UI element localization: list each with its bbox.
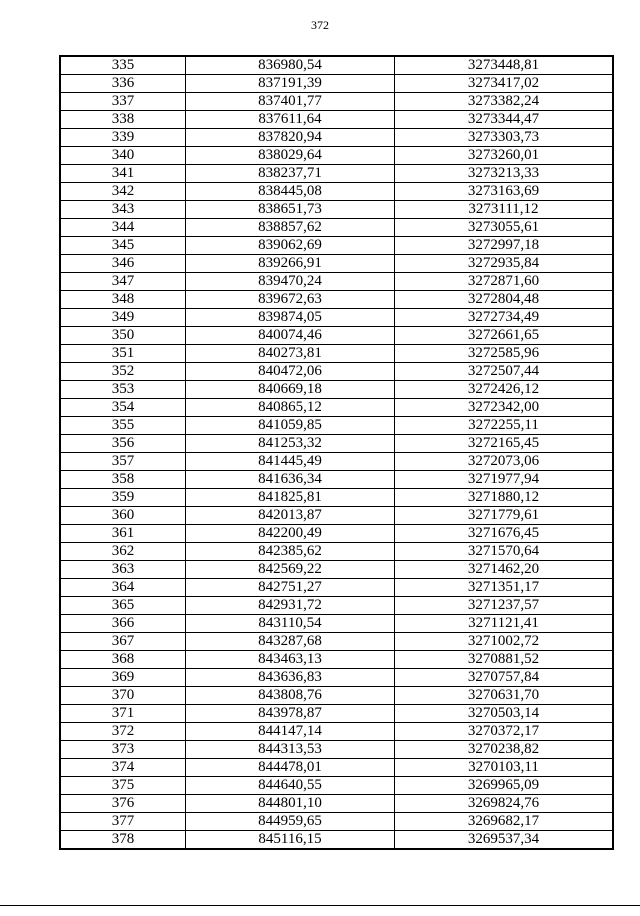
y-coordinate-cell: 3271002,72 bbox=[395, 633, 614, 651]
y-coordinate-cell: 3271237,57 bbox=[395, 597, 614, 615]
x-coordinate-cell: 844959,65 bbox=[186, 813, 395, 831]
y-coordinate-cell: 3269824,76 bbox=[395, 795, 614, 813]
y-coordinate-cell: 3272871,60 bbox=[395, 273, 614, 291]
point-number-cell: 366 bbox=[60, 615, 186, 633]
table-row bbox=[60, 363, 613, 381]
y-coordinate-cell: 3271977,94 bbox=[395, 471, 614, 489]
x-coordinate-cell: 842200,49 bbox=[186, 525, 395, 543]
table-row bbox=[60, 201, 613, 219]
point-number-cell: 339 bbox=[60, 129, 186, 147]
x-coordinate-cell: 837611,64 bbox=[186, 111, 395, 129]
bottom-rule bbox=[0, 905, 640, 906]
point-number-cell: 360 bbox=[60, 507, 186, 525]
point-number-cell: 369 bbox=[60, 669, 186, 687]
x-coordinate-cell: 844147,14 bbox=[186, 723, 395, 741]
point-number-cell: 361 bbox=[60, 525, 186, 543]
point-number-cell: 344 bbox=[60, 219, 186, 237]
x-coordinate-cell: 843978,87 bbox=[186, 705, 395, 723]
x-coordinate-cell: 844313,53 bbox=[186, 741, 395, 759]
table-row bbox=[60, 597, 613, 615]
x-coordinate-cell: 838029,64 bbox=[186, 147, 395, 165]
y-coordinate-cell: 3271779,61 bbox=[395, 507, 614, 525]
x-coordinate-cell: 843808,76 bbox=[186, 687, 395, 705]
point-number-cell: 362 bbox=[60, 543, 186, 561]
table-row bbox=[60, 489, 613, 507]
x-coordinate-cell: 843636,83 bbox=[186, 669, 395, 687]
table-row bbox=[60, 183, 613, 201]
y-coordinate-cell: 3272342,00 bbox=[395, 399, 614, 417]
x-coordinate-cell: 840273,81 bbox=[186, 345, 395, 363]
x-coordinate-cell: 837191,39 bbox=[186, 75, 395, 93]
x-coordinate-cell: 843110,54 bbox=[186, 615, 395, 633]
point-number-cell: 359 bbox=[60, 489, 186, 507]
point-number-cell: 353 bbox=[60, 381, 186, 399]
x-coordinate-cell: 842385,62 bbox=[186, 543, 395, 561]
y-coordinate-cell: 3271570,64 bbox=[395, 543, 614, 561]
point-number-cell: 376 bbox=[60, 795, 186, 813]
x-coordinate-cell: 843463,13 bbox=[186, 651, 395, 669]
y-coordinate-cell: 3270372,17 bbox=[395, 723, 614, 741]
y-coordinate-cell: 3271121,41 bbox=[395, 615, 614, 633]
y-coordinate-cell: 3270757,84 bbox=[395, 669, 614, 687]
table-row bbox=[60, 651, 613, 669]
point-number-cell: 364 bbox=[60, 579, 186, 597]
x-coordinate-cell: 838651,73 bbox=[186, 201, 395, 219]
table-row bbox=[60, 615, 613, 633]
x-coordinate-cell: 841445,49 bbox=[186, 453, 395, 471]
table-row bbox=[60, 561, 613, 579]
y-coordinate-cell: 3270238,82 bbox=[395, 741, 614, 759]
table-row bbox=[60, 633, 613, 651]
x-coordinate-cell: 842931,72 bbox=[186, 597, 395, 615]
table-row bbox=[60, 309, 613, 327]
point-number-cell: 335 bbox=[60, 56, 186, 75]
table-row bbox=[60, 56, 613, 75]
x-coordinate-cell: 840865,12 bbox=[186, 399, 395, 417]
table-row bbox=[60, 453, 613, 471]
point-number-cell: 342 bbox=[60, 183, 186, 201]
table-row bbox=[60, 273, 613, 291]
point-number-cell: 373 bbox=[60, 741, 186, 759]
point-number-cell: 355 bbox=[60, 417, 186, 435]
point-number-cell: 350 bbox=[60, 327, 186, 345]
x-coordinate-cell: 840472,06 bbox=[186, 363, 395, 381]
point-number-cell: 377 bbox=[60, 813, 186, 831]
table-row bbox=[60, 669, 613, 687]
y-coordinate-cell: 3273111,12 bbox=[395, 201, 614, 219]
point-number-cell: 346 bbox=[60, 255, 186, 273]
point-number-cell: 371 bbox=[60, 705, 186, 723]
table-row bbox=[60, 165, 613, 183]
y-coordinate-cell: 3270103,11 bbox=[395, 759, 614, 777]
coordinates-table bbox=[59, 55, 614, 850]
x-coordinate-cell: 841059,85 bbox=[186, 417, 395, 435]
point-number-cell: 378 bbox=[60, 831, 186, 850]
x-coordinate-cell: 842569,22 bbox=[186, 561, 395, 579]
x-coordinate-cell: 839470,24 bbox=[186, 273, 395, 291]
x-coordinate-cell: 844640,55 bbox=[186, 777, 395, 795]
table-row bbox=[60, 417, 613, 435]
table-row bbox=[60, 705, 613, 723]
y-coordinate-cell: 3269965,09 bbox=[395, 777, 614, 795]
table-row bbox=[60, 777, 613, 795]
y-coordinate-cell: 3273382,24 bbox=[395, 93, 614, 111]
x-coordinate-cell: 839874,05 bbox=[186, 309, 395, 327]
point-number-cell: 347 bbox=[60, 273, 186, 291]
y-coordinate-cell: 3272426,12 bbox=[395, 381, 614, 399]
x-coordinate-cell: 837401,77 bbox=[186, 93, 395, 111]
y-coordinate-cell: 3272997,18 bbox=[395, 237, 614, 255]
point-number-cell: 340 bbox=[60, 147, 186, 165]
table-row bbox=[60, 543, 613, 561]
x-coordinate-cell: 842751,27 bbox=[186, 579, 395, 597]
y-coordinate-cell: 3271462,20 bbox=[395, 561, 614, 579]
table-row bbox=[60, 111, 613, 129]
table-row bbox=[60, 813, 613, 831]
table-row bbox=[60, 147, 613, 165]
x-coordinate-cell: 844801,10 bbox=[186, 795, 395, 813]
table-row bbox=[60, 381, 613, 399]
y-coordinate-cell: 3270631,70 bbox=[395, 687, 614, 705]
table-row bbox=[60, 219, 613, 237]
table-row bbox=[60, 399, 613, 417]
table-row bbox=[60, 291, 613, 309]
y-coordinate-cell: 3273417,02 bbox=[395, 75, 614, 93]
table-row bbox=[60, 741, 613, 759]
table-row bbox=[60, 759, 613, 777]
table-row bbox=[60, 795, 613, 813]
table-row bbox=[60, 237, 613, 255]
y-coordinate-cell: 3272073,06 bbox=[395, 453, 614, 471]
point-number-cell: 337 bbox=[60, 93, 186, 111]
table-row bbox=[60, 327, 613, 345]
point-number-cell: 345 bbox=[60, 237, 186, 255]
y-coordinate-cell: 3272165,45 bbox=[395, 435, 614, 453]
x-coordinate-cell: 838237,71 bbox=[186, 165, 395, 183]
point-number-cell: 348 bbox=[60, 291, 186, 309]
y-coordinate-cell: 3272661,65 bbox=[395, 327, 614, 345]
x-coordinate-cell: 843287,68 bbox=[186, 633, 395, 651]
x-coordinate-cell: 837820,94 bbox=[186, 129, 395, 147]
x-coordinate-cell: 845116,15 bbox=[186, 831, 395, 850]
y-coordinate-cell: 3273163,69 bbox=[395, 183, 614, 201]
x-coordinate-cell: 842013,87 bbox=[186, 507, 395, 525]
table-row bbox=[60, 471, 613, 489]
table-row bbox=[60, 831, 613, 850]
x-coordinate-cell: 840074,46 bbox=[186, 327, 395, 345]
y-coordinate-cell: 3272585,96 bbox=[395, 345, 614, 363]
point-number-cell: 374 bbox=[60, 759, 186, 777]
y-coordinate-cell: 3272734,49 bbox=[395, 309, 614, 327]
point-number-cell: 336 bbox=[60, 75, 186, 93]
point-number-cell: 367 bbox=[60, 633, 186, 651]
point-number-cell: 349 bbox=[60, 309, 186, 327]
point-number-cell: 343 bbox=[60, 201, 186, 219]
x-coordinate-cell: 841636,34 bbox=[186, 471, 395, 489]
table-row bbox=[60, 93, 613, 111]
point-number-cell: 356 bbox=[60, 435, 186, 453]
table-row bbox=[60, 723, 613, 741]
y-coordinate-cell: 3269682,17 bbox=[395, 813, 614, 831]
y-coordinate-cell: 3270503,14 bbox=[395, 705, 614, 723]
y-coordinate-cell: 3272255,11 bbox=[395, 417, 614, 435]
table-row bbox=[60, 255, 613, 273]
y-coordinate-cell: 3269537,34 bbox=[395, 831, 614, 850]
point-number-cell: 341 bbox=[60, 165, 186, 183]
y-coordinate-cell: 3273213,33 bbox=[395, 165, 614, 183]
point-number-cell: 351 bbox=[60, 345, 186, 363]
table-row bbox=[60, 507, 613, 525]
y-coordinate-cell: 3273448,81 bbox=[395, 56, 614, 75]
point-number-cell: 357 bbox=[60, 453, 186, 471]
point-number-cell: 372 bbox=[60, 723, 186, 741]
point-number-cell: 370 bbox=[60, 687, 186, 705]
x-coordinate-cell: 844478,01 bbox=[186, 759, 395, 777]
point-number-cell: 368 bbox=[60, 651, 186, 669]
x-coordinate-cell: 838857,62 bbox=[186, 219, 395, 237]
y-coordinate-cell: 3273303,73 bbox=[395, 129, 614, 147]
y-coordinate-cell: 3272507,44 bbox=[395, 363, 614, 381]
point-number-cell: 354 bbox=[60, 399, 186, 417]
point-number-cell: 338 bbox=[60, 111, 186, 129]
x-coordinate-cell: 839266,91 bbox=[186, 255, 395, 273]
y-coordinate-cell: 3273344,47 bbox=[395, 111, 614, 129]
y-coordinate-cell: 3272935,84 bbox=[395, 255, 614, 273]
point-number-cell: 352 bbox=[60, 363, 186, 381]
table-row bbox=[60, 687, 613, 705]
y-coordinate-cell: 3270881,52 bbox=[395, 651, 614, 669]
x-coordinate-cell: 839062,69 bbox=[186, 237, 395, 255]
table-row bbox=[60, 525, 613, 543]
y-coordinate-cell: 3273055,61 bbox=[395, 219, 614, 237]
y-coordinate-cell: 3272804,48 bbox=[395, 291, 614, 309]
x-coordinate-cell: 839672,63 bbox=[186, 291, 395, 309]
x-coordinate-cell: 836980,54 bbox=[186, 56, 395, 75]
point-number-cell: 365 bbox=[60, 597, 186, 615]
y-coordinate-cell: 3271676,45 bbox=[395, 525, 614, 543]
x-coordinate-cell: 841253,32 bbox=[186, 435, 395, 453]
table-row bbox=[60, 75, 613, 93]
y-coordinate-cell: 3273260,01 bbox=[395, 147, 614, 165]
page-number: 372 bbox=[311, 18, 329, 32]
point-number-cell: 363 bbox=[60, 561, 186, 579]
coordinates-table-body bbox=[60, 56, 613, 849]
x-coordinate-cell: 838445,08 bbox=[186, 183, 395, 201]
point-number-cell: 375 bbox=[60, 777, 186, 795]
y-coordinate-cell: 3271351,17 bbox=[395, 579, 614, 597]
table-row bbox=[60, 579, 613, 597]
y-coordinate-cell: 3271880,12 bbox=[395, 489, 614, 507]
x-coordinate-cell: 841825,81 bbox=[186, 489, 395, 507]
point-number-cell: 358 bbox=[60, 471, 186, 489]
table-row bbox=[60, 345, 613, 363]
table-row bbox=[60, 129, 613, 147]
table-row bbox=[60, 435, 613, 453]
x-coordinate-cell: 840669,18 bbox=[186, 381, 395, 399]
